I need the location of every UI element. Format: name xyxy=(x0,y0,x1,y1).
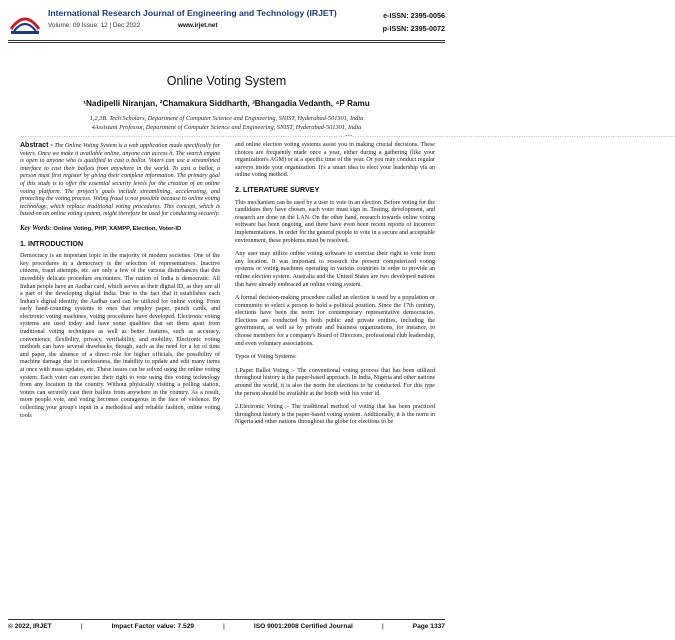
page-header xyxy=(0,0,453,44)
issn-block xyxy=(383,9,445,35)
section-heading-introduction: 1. INTRODUCTION xyxy=(20,238,84,248)
volume-issue: Volume: 09 Issue: 12 | Dec 2022 xyxy=(48,22,141,29)
abstract xyxy=(20,142,220,219)
footer-impact-factor: Impact Factor value: 7.529 xyxy=(111,623,195,630)
header-rule xyxy=(8,40,445,41)
footer-separator: | xyxy=(381,623,384,630)
literature-paragraph-2: Any user may utilize online voting software to exercise their right to vote from any location. It was important to research the present computerized voting systems or voting machines operating in various countries in order to provide an online election system. Australia and the United States are two developed nations that have already embraced an online voting system. xyxy=(235,251,435,288)
introduction-paragraph: Democracy is an important topic in the majority of modern societies. One of the key procedures in a democracy is the selection of representatives. Inactive citizens, fraud attempts, etc. are only a few of the various disturbances that this incredibly delicate procedure encounters. The nation of India is democratic. All Indian people have an Aadhar card, which serves as their digital ID, as they are all a part of the developing digital India. Due to the fact that it establishes each Indian's digital identity, the Aadhar card can be utilized for online voting. From early hand-counting systems to ones that employ paper, punch cards, and electronic voting machines, voting procedures have developed. Electronic voting systems are used today and have some qualities that set them apart from traditional voting techniques as well as better features, such as accuracy, convenience, flexibility, privacy, verifiability, and mobility. Electronic voting methods can have several drawbacks, though, such as the need for a lot of time and paper, the absence of a direct role for higher officials, the possibility of machine damage due to carelessness, the inability to update and edit many items at once with mass updates, etc. These issues can be solved using the online voting system. Each voter can exercise their right to vote using this voting technology from any location in the country. Without physically visiting a polling station, voters can securely cast their ballots from anywhere in the country. As a result, more people vote, and voting becomes courageous in the face of violence. By collecting your group's input in a methodical and reliable fashion, online voting tools xyxy=(20,253,220,419)
irjet-logo-icon xyxy=(8,7,42,37)
keywords-text: : Online Voting, PHP, XAMPP, Election, Voter-ID xyxy=(49,225,182,232)
left-column xyxy=(20,142,220,426)
paper-title: Online Voting System xyxy=(166,74,287,88)
header-rule-2 xyxy=(8,42,445,43)
literature-paragraph-1: This mechanism can be used by a user to vote in an election. Before voting for the candidates they have chosen, each voter must sign in. Testing, development, and research are done on the LAN. On the other hand, research towards online voting software has been ongoing, and there have even been recent reports of incorrect implementations. In order for the general people to vote in a secure and acceptable environment, these problems must be resolved. xyxy=(235,199,435,244)
keywords xyxy=(20,225,220,234)
p-issn: p-ISSN: 2395-0072 xyxy=(382,24,445,33)
introduction-continued: and online election voting systems assist you in making crucial decisions. These choices are frequently made once a year, either during a gathering (like your organization's AGM) or at a specific time of the year. Or you may conduct regular surveys inside your organization. It's a smart idea to elect your leadership via an online voting method. xyxy=(235,142,435,179)
voting-type-electronic: 2.Electronic Voting :- The traditional method of voting that has been practiced throughout history is the paper-based voting system. Additionally, it is the norm in Nigeria and other nations throughout the globe for elections to be xyxy=(235,404,435,426)
right-column xyxy=(235,142,435,433)
section-divider: ---------------------------------------------------------------------------------------------------------------------------------------***-------------------------------------------------------------------------------------------------------------------------------------- xyxy=(20,134,675,139)
journal-title: International Research Journal of Engineering and Technology (IRJET) xyxy=(48,8,337,18)
abstract-text: The Online Voting System is a web application made specifically for voters. Once we make it available online, anyone can access it. The search engine is open to anyone who is qualified to cast a ballot. Voters can use a streamlined interface to cast their ballots from anywhere in the world. To cast a ballot, a person must first register by giving their complete information. The primary goal of this study is to offer the essential security levels for the creation of an online voting platform. The project's goals include streamlining, accelerating, and protecting the voting process. Voting fraud is not possible because to online voting technology, which replace traditional voting procedures. This concept, which is based on an online voting system, might therefore be used for conducting securely. xyxy=(20,143,220,218)
footer-separator: | xyxy=(80,623,83,630)
section-heading-literature-survey: 2. LITERATURE SURVEY xyxy=(235,184,320,194)
affiliation-students: 1,2,3B. Tech Scholars, Department of Computer Science and Engineering, SNIST, Hyderabad-501301, India xyxy=(89,115,364,122)
abstract-label: Abstract - xyxy=(20,142,53,149)
footer-copyright: © 2022, IRJET xyxy=(8,623,52,630)
keywords-label: Key Words xyxy=(20,224,50,232)
footer-rule xyxy=(8,619,445,620)
author-list: ¹Nadipelli Niranjan, ²Chamakura Siddharth, ³Bhangadia Vedanth, ⁴P Ramu xyxy=(83,99,370,108)
literature-paragraph-3: A formal decision-making procedure called an election is used by a population or community to select a person to hold a political position. Since the 17th century, elections have been the norm for contemporary representative democracies. Elections are conducted by both public and private entities, including the government, as well as by private and business organizations, for instance, to choose members for a company's Board of Directors, professional club leadership, and even voluntary associations. xyxy=(235,295,435,347)
footer-iso: ISO 9001:2008 Certified Journal xyxy=(253,623,353,630)
page-footer xyxy=(8,623,445,630)
volume-line xyxy=(48,22,218,29)
footer-page-number: Page 1337 xyxy=(412,623,445,630)
affiliation-professor: 4Assistant Professor, Department of Computer Science and Engineering, SNIST, Hyderabad-501301, India xyxy=(91,124,362,131)
voting-types-heading: Types of Voting Systems: xyxy=(235,354,297,361)
footer-separator: | xyxy=(223,623,225,630)
voting-type-paper-ballot: 1.Paper Ballot Voting :- The conventional voting process that has been utilized throughout history is the paper-based approach. In India, Nigeria and other nations around the world, it is also the norm for elections to be conducted. For this type the person should be available at the booth with his voter id. xyxy=(235,367,435,397)
e-issn: e-ISSN: 2395-0056 xyxy=(383,11,445,20)
journal-url[interactable]: www.irjet.net xyxy=(178,22,218,29)
